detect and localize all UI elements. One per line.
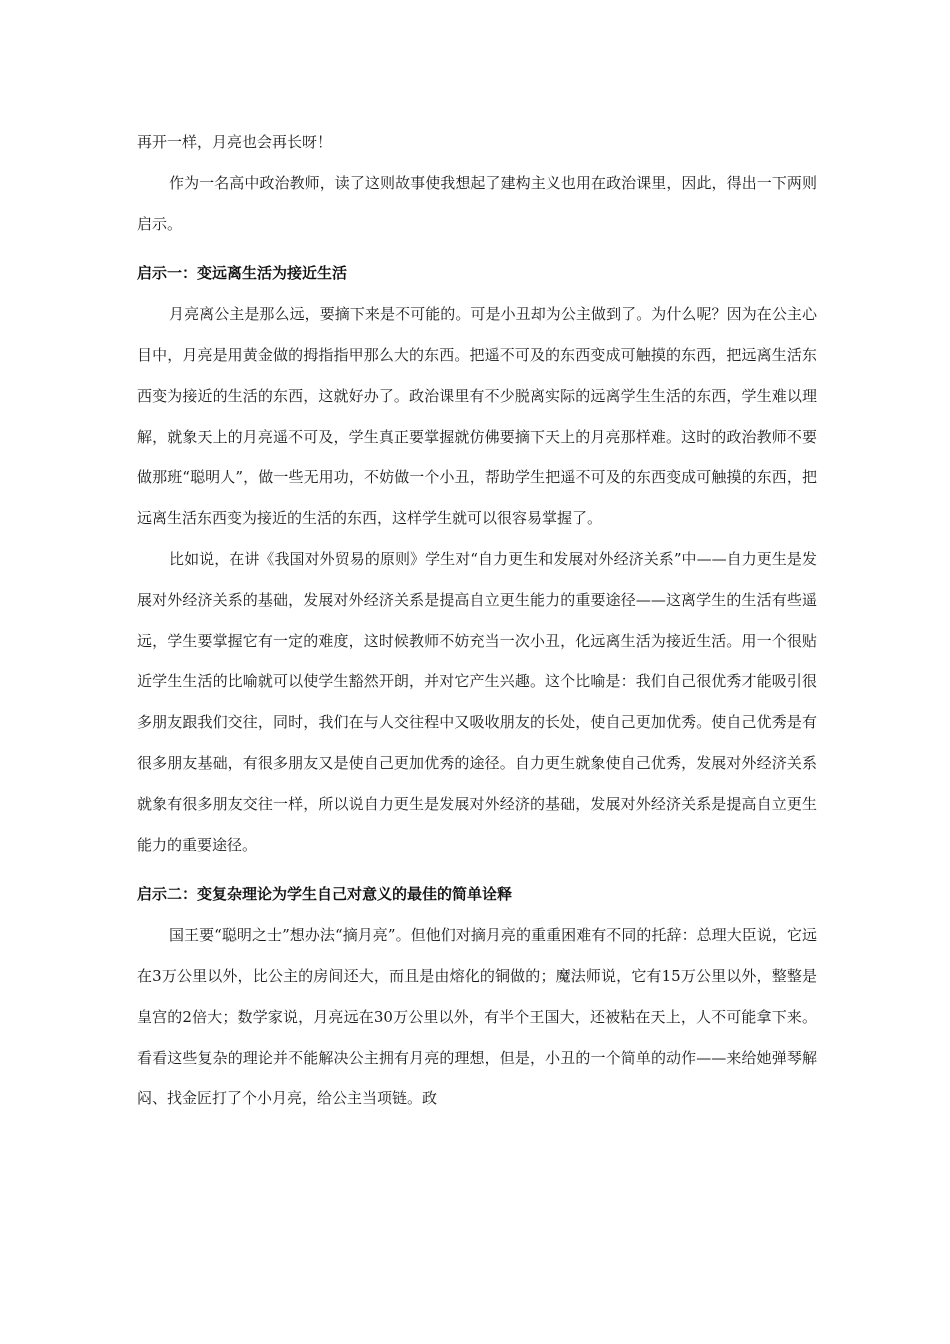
section1-heading: 启示一：变远离生活为接近生活 (137, 264, 348, 283)
intro-paragraph: 作为一名高中政治教师，读了这则故事使我想起了建构主义也用在政治课里，因此，得出一下两则启示。 (137, 173, 817, 233)
section-gap (137, 865, 817, 874)
section-gap (137, 244, 817, 253)
section2-heading: 启示二：变复杂理论为学生自己对意义的最佳的简单诠释 (137, 885, 513, 904)
section1-paragraph-2: 比如说，在讲《我国对外贸易的原则》学生对“自力更生和发展对外经济关系”中——自力更生是发展对外经济关系的基础，发展对外经济关系是提高自立更生能力的重要途径——这离学生的生活有些遥远，学生要掌握它有一定的难度，这时候教师不妨充当一次小丑，化远离生活为接近生活。用一个很贴近学生生活的比喻就可以使学生豁然开朗，并对它产生兴趣。这个比喻是：我们自己很优秀才能吸引很多朋友跟我们交往，同时，我们在与人交往程中又吸收朋友的长处，使自己更加优秀。使自己优秀是有很多朋友基础，有很多朋友又是使自己更加优秀的途径。自力更生就象使自己优秀，发展对外经济关系就象有很多朋友交往一样，所以说自力更生是发展对外经济的基础，发展对外经济关系是提高自立更生能力的重要途径。 (137, 549, 817, 854)
continuation-paragraph: 再开一样，月亮也会再长呀！ (137, 133, 333, 151)
section2-paragraph-1: 国王要“聪明之士”想办法“摘月亮”。但他们对摘月亮的重重困难有不同的托辞：总理大臣说，它远在3万公里以外，比公主的房间还大，而且是由熔化的铜做的；魔法师说，它有15万公里以外，整整是皇宫的2倍大；数学家说，月亮远在30万公里以外，有半个王国大，还被粘在天上，人不可能拿下来。看看这些复杂的理论并不能解决公主拥有月亮的理想，但是，小丑的一个简单的动作——来给她弹琴解闷、找金匠打了个小月亮，给公主当项链。政 (137, 926, 817, 1108)
section1-paragraph-1: 月亮离公主是那么远，要摘下来是不可能的。可是小丑却为公主做到了。为什么呢？因为在公主心目中，月亮是用黄金做的拇指指甲那么大的东西。把遥不可及的东西变成可触摸的东西，把远离生活东西变为接近的生活的东西，这就好办了。政治课里有不少脱离实际的远离学生生活的东西，学生难以理解，就象天上的月亮遥不可及，学生真正要掌握就仿佛要摘下天上的月亮那样难。这时的政治教师不要做那班“聪明人”，做一些无用功，不妨做一个小丑，帮助学生把遥不可及的东西变成可触摸的东西，把远离生活东西变为接近的生活的东西，这样学生就可以很容易掌握了。 (137, 305, 817, 528)
document-page (137, 122, 817, 1119)
